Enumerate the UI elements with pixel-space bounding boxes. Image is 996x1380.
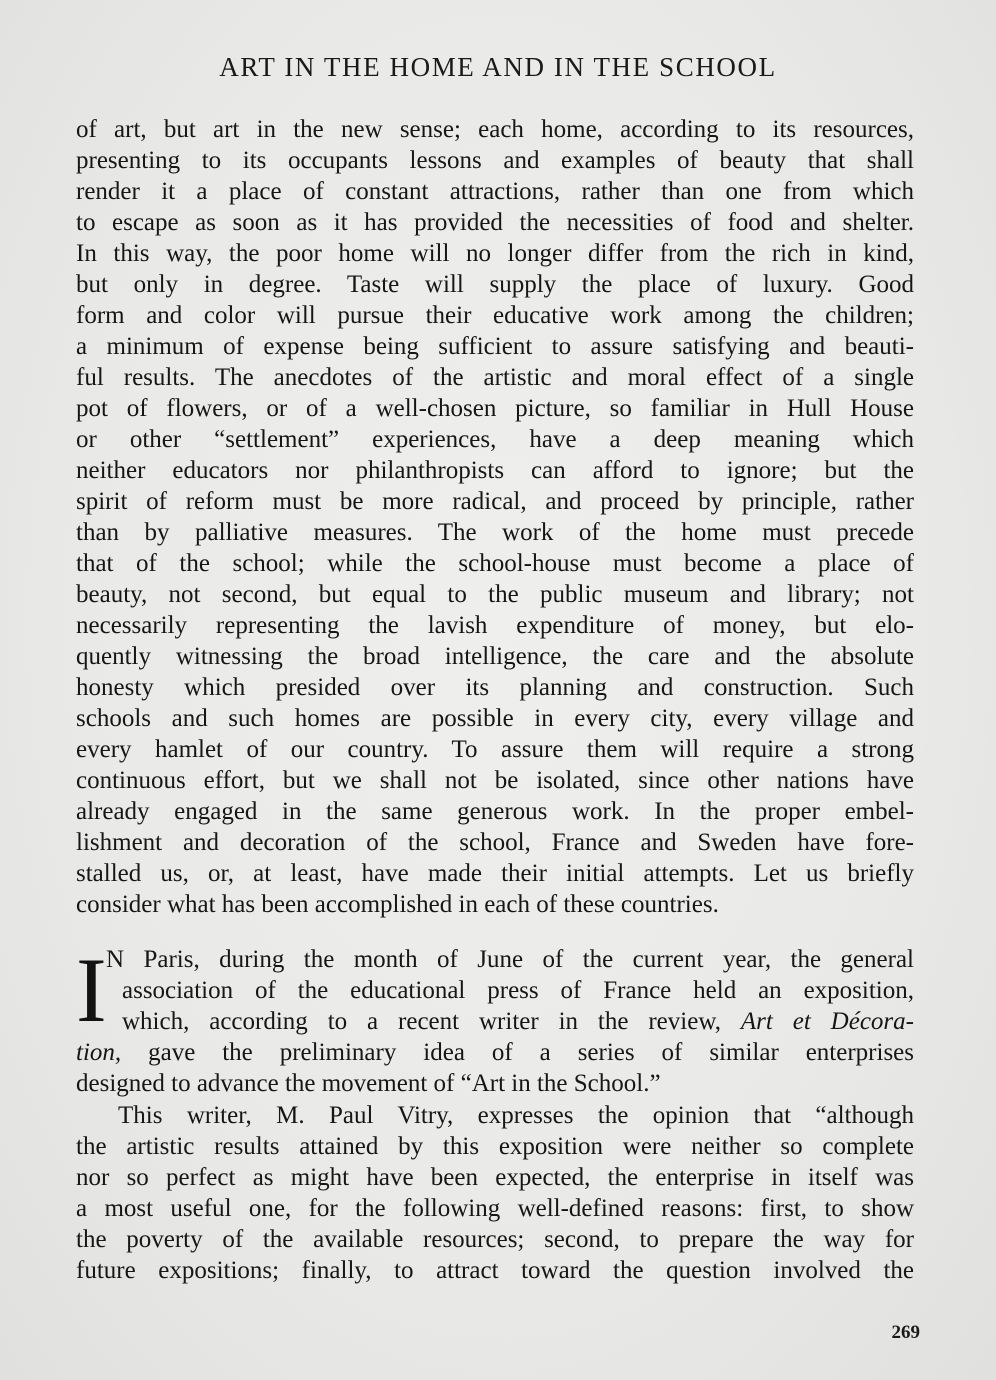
text-line: In this way, the poor home will no longer differ from the rich in kind, (76, 240, 914, 267)
text-line: the artistic results attained by this exposition were neither so complete (76, 1133, 914, 1160)
text-line: spirit of reform must be more radical, and proceed by principle, rather (76, 488, 914, 515)
page-number: 269 (891, 1322, 920, 1343)
text-line: nor so perfect as might have been expected, the enterprise in itself was (76, 1164, 914, 1191)
text-line: neither educators nor philanthropists can afford to ignore; but the (76, 457, 914, 484)
text-line: a most useful one, for the following well-defined reasons: first, to show (76, 1195, 914, 1222)
text-line: necessarily representing the lavish expenditure of money, but elo- (76, 612, 914, 639)
text-line: to escape as soon as it has provided the necessities of food and shelter. (76, 209, 914, 236)
text-line: beauty, not second, but equal to the public museum and library; not (76, 581, 914, 608)
text-line: that of the school; while the school-house must become a place of (76, 550, 914, 577)
text-line: schools and such homes are possible in every city, every village and (76, 705, 914, 732)
text-segment: which, according to a recent writer in the review, (122, 1008, 741, 1035)
text-line: form and color will pursue their educative work among the children; (76, 302, 914, 329)
paragraph-vitry (76, 1100, 914, 1286)
text-line: designed to advance the movement of “Art in the School.” (76, 1070, 661, 1097)
text-line: of art, but art in the new sense; each home, according to its resources, (76, 116, 914, 143)
text-line: stalled us, or, at least, have made their initial attempts. Let us briefly (76, 860, 914, 887)
text-line (76, 1037, 914, 1068)
text-line: continuous effort, but we shall not be isolated, since other nations have (76, 767, 914, 794)
text-line: or other “settlement” experiences, have a deep meaning which (76, 426, 914, 453)
text-line: association of the educational press of France held an exposition, (122, 977, 914, 1004)
text-line: quently witnessing the broad intelligence, the care and the absolute (76, 643, 914, 670)
text-line: the poverty of the available resources; second, to prepare the way for (76, 1226, 914, 1253)
paragraph-drop-cap (76, 939, 914, 1099)
text-line: presenting to its occupants lessons and examples of beauty that shall (76, 147, 914, 174)
text-line: ful results. The anecdotes of the artistic and moral effect of a single (76, 364, 914, 391)
text-line: future expositions; finally, to attract toward the question involved the (76, 1257, 914, 1284)
journal-title-italic: Art et Décora- (740, 1008, 914, 1035)
text-line: already engaged in the same generous work. In the proper embel- (76, 798, 914, 825)
text-line (76, 1006, 914, 1037)
text-line: honesty which presided over its planning and construction. Such (76, 674, 914, 701)
text-line: a minimum of expense being sufficient to assure satisfying and beauti- (76, 333, 914, 360)
running-head: ART IN THE HOME AND IN THE SCHOOL (219, 52, 777, 82)
text-line: N Paris, during the month of June of the current year, the general (106, 946, 914, 973)
text-segment: gave the preliminary idea of a series of similar enterprises (121, 1039, 914, 1066)
text-line: consider what has been accomplished in each of these countries. (76, 891, 719, 918)
text-line: every hamlet of our country. To assure them will require a strong (76, 736, 914, 763)
text-line: pot of flowers, or of a well-chosen picture, so familiar in Hull House (76, 395, 914, 422)
text-line: lishment and decoration of the school, France and Sweden have fore- (76, 829, 914, 856)
text-line: This writer, M. Paul Vitry, expresses the opinion that “although (118, 1102, 914, 1129)
paragraph-continued (76, 114, 914, 920)
drop-cap-initial: I (76, 939, 107, 1041)
text-line: than by palliative measures. The work of the home must precede (76, 519, 914, 546)
text-line: render it a place of constant attractions, rather than one from which (76, 178, 914, 205)
text-line: but only in degree. Taste will supply the place of luxury. Good (76, 271, 914, 298)
journal-title-italic: tion, (76, 1039, 122, 1066)
